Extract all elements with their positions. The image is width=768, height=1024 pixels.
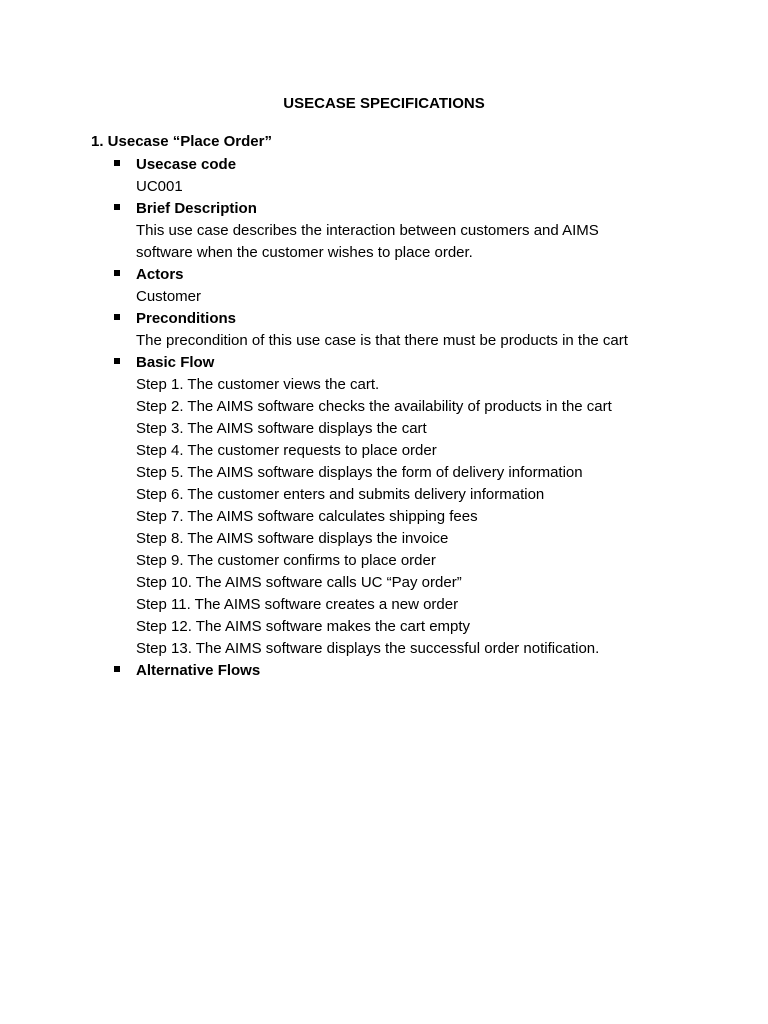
square-bullet-icon (114, 160, 120, 166)
spec-item-text: Customer (136, 288, 202, 305)
spec-item (136, 660, 736, 682)
spec-item-text: This use case describes the interaction between customers and AIMS (136, 222, 599, 239)
spec-item-label: Preconditions (136, 310, 237, 327)
spec-item-label: Basic Flow (136, 354, 215, 371)
spec-item (136, 154, 736, 198)
spec-item-text: Step 11. The AIMS software creates a new order (136, 596, 459, 613)
spec-item-label: Actors (136, 266, 184, 283)
spec-item-text: Step 7. The AIMS software calculates shipping fees (136, 508, 478, 525)
spec-item-text: Step 12. The AIMS software makes the cart empty (136, 618, 471, 635)
spec-item-text: Step 9. The customer confirms to place order (136, 552, 436, 569)
square-bullet-icon (114, 270, 120, 276)
spec-item-label: Brief Description (136, 200, 257, 217)
section-heading: 1. Usecase “Place Order” (91, 133, 272, 150)
spec-item-text: Step 8. The AIMS software displays the invoice (136, 530, 449, 547)
spec-item (136, 352, 736, 660)
square-bullet-icon (114, 358, 120, 364)
spec-item-text: Step 2. The AIMS software checks the availability of products in the cart (136, 398, 612, 415)
spec-item-text: Step 10. The AIMS software calls UC “Pay order” (136, 574, 462, 591)
spec-item-text: Step 6. The customer enters and submits delivery information (136, 486, 545, 503)
spec-item-text: UC001 (136, 178, 183, 195)
square-bullet-icon (114, 666, 120, 672)
spec-item (136, 198, 736, 264)
spec-item-text: The precondition of this use case is that there must be products in the cart (136, 332, 628, 349)
spec-item-text: Step 1. The customer views the cart. (136, 376, 380, 393)
spec-item-label: Usecase code (136, 156, 237, 173)
spec-item (136, 264, 736, 308)
spec-item-text: software when the customer wishes to place order. (136, 244, 473, 261)
spec-list (136, 154, 736, 682)
square-bullet-icon (114, 314, 120, 320)
spec-item-text: Step 13. The AIMS software displays the successful order notification. (136, 640, 600, 657)
square-bullet-icon (114, 204, 120, 210)
spec-item-text: Step 3. The AIMS software displays the cart (136, 420, 427, 437)
spec-item-text: Step 4. The customer requests to place order (136, 442, 437, 459)
spec-item (136, 308, 736, 352)
document-title: USECASE SPECIFICATIONS (283, 95, 485, 112)
spec-item-text: Step 5. The AIMS software displays the form of delivery information (136, 464, 583, 481)
spec-item-label: Alternative Flows (136, 662, 261, 679)
